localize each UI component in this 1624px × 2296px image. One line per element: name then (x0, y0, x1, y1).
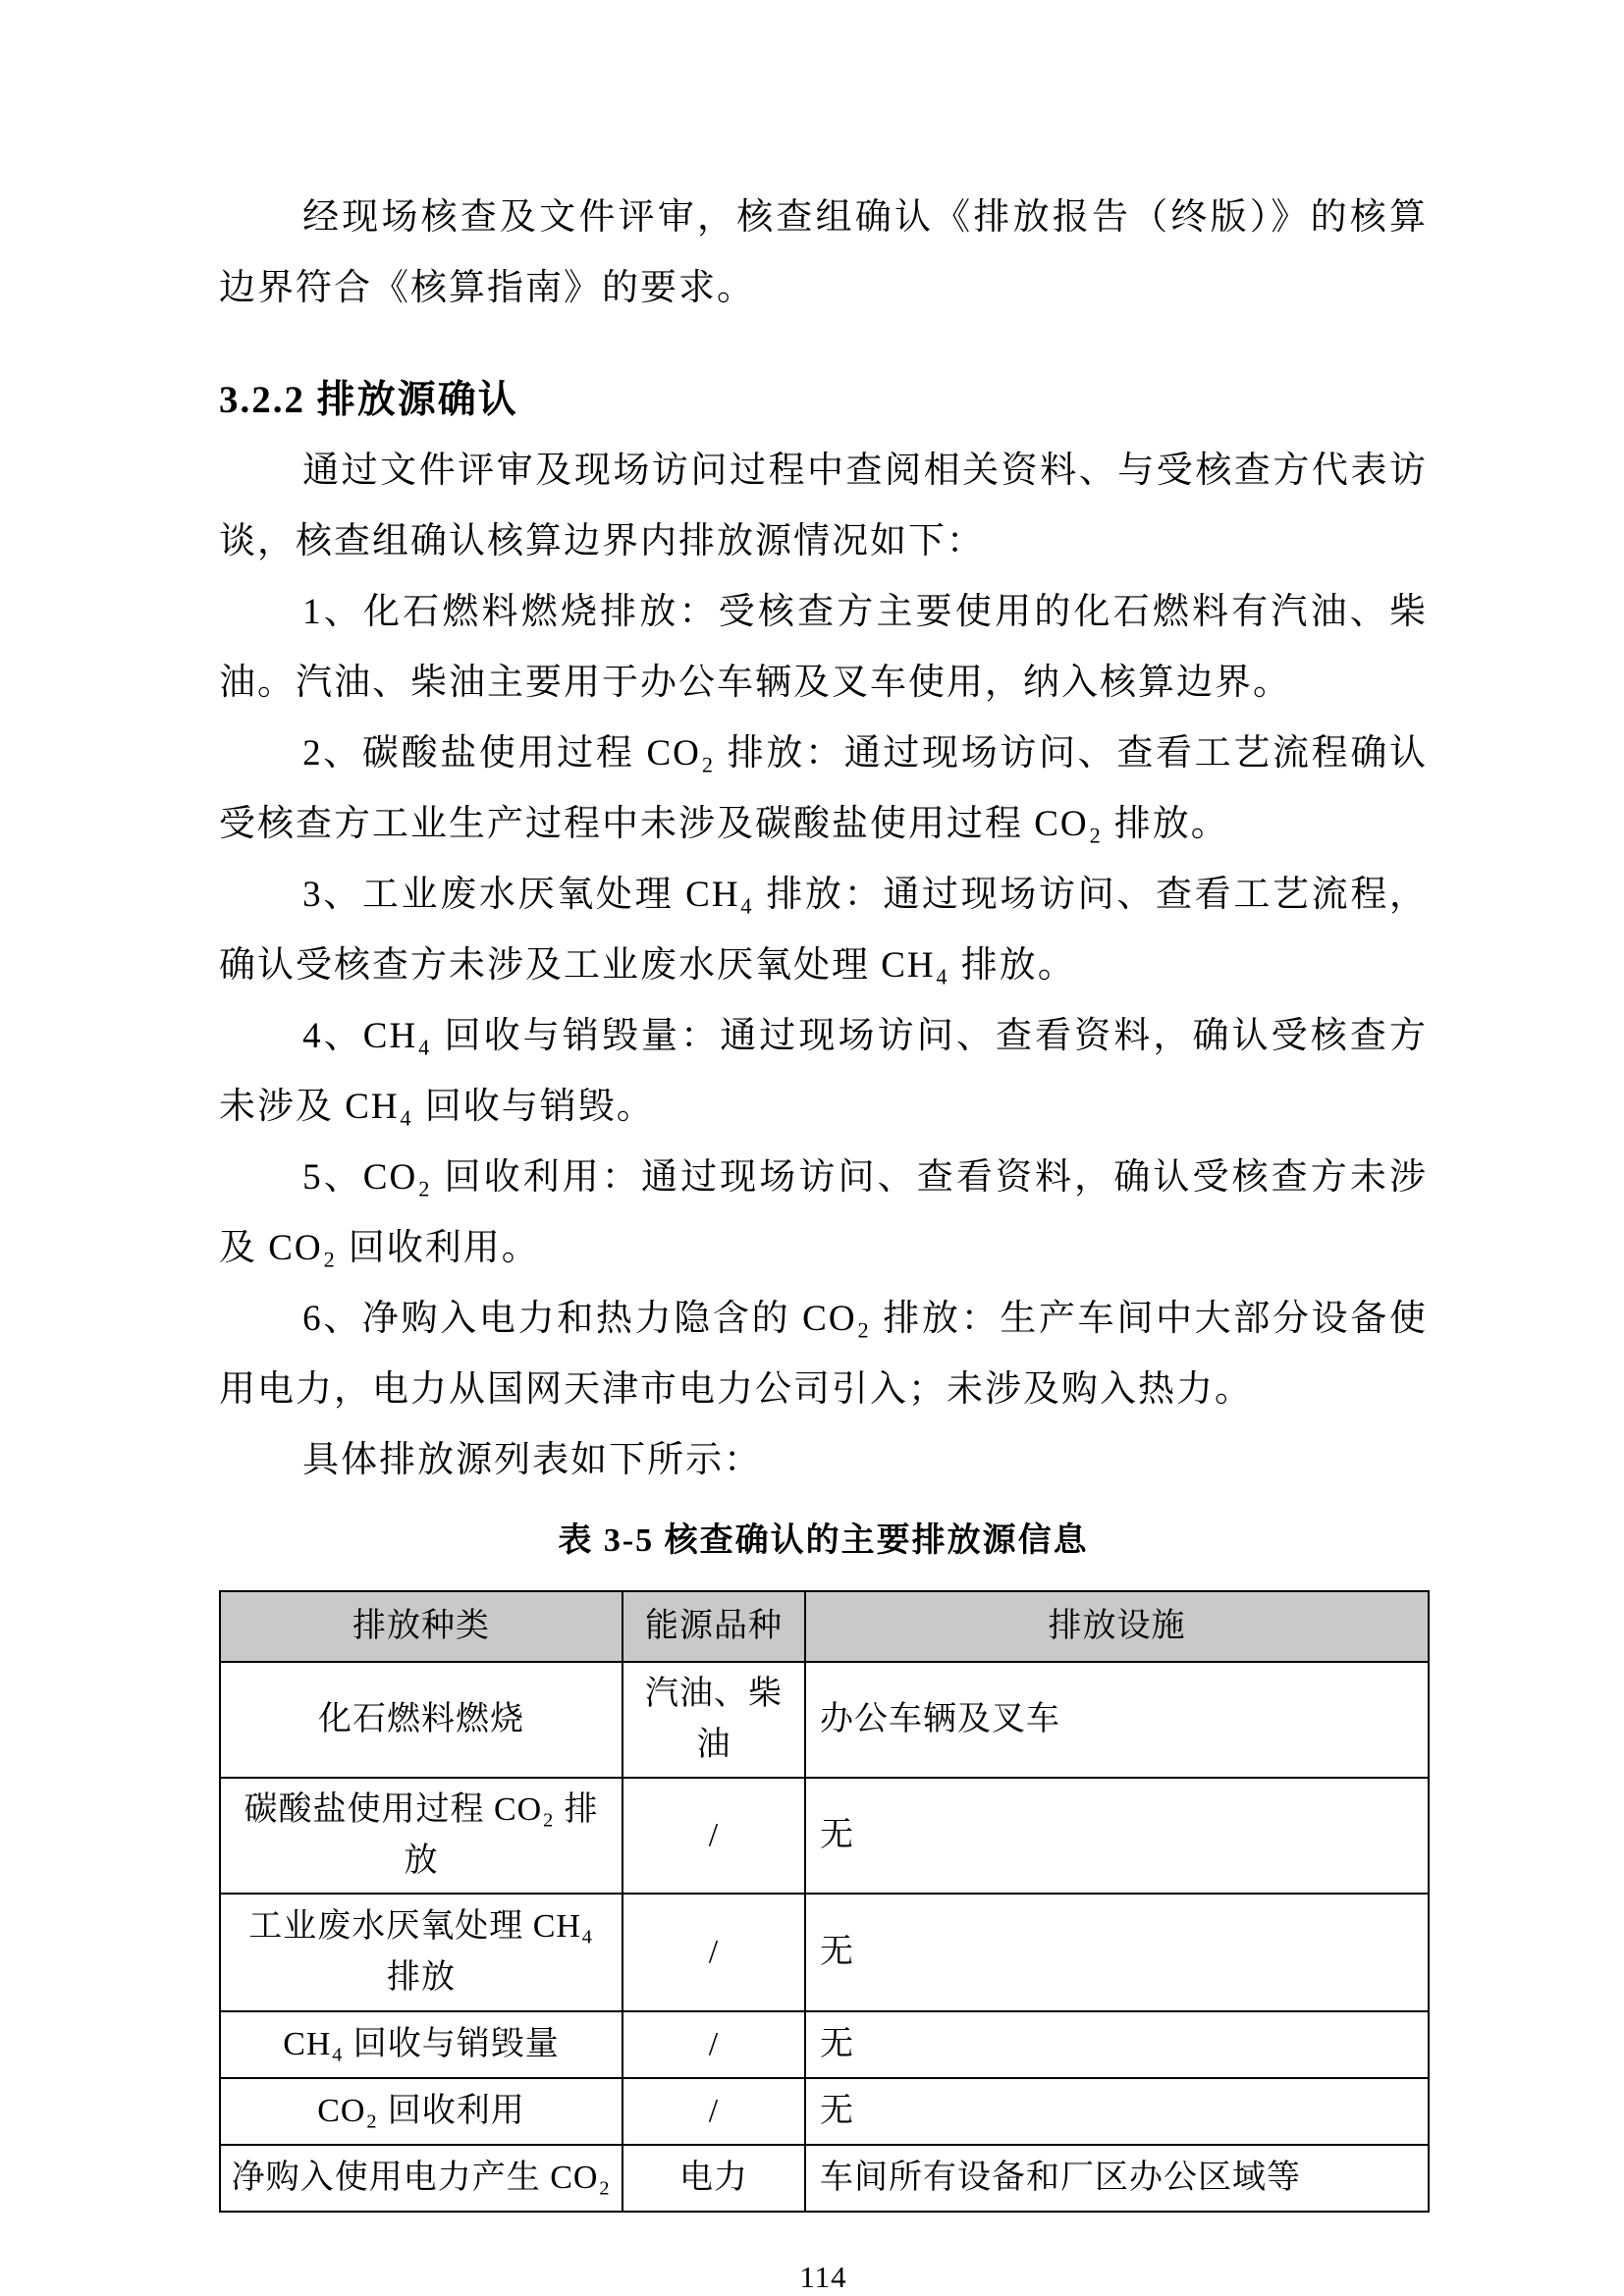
table-caption: 表 3-5 核查确认的主要排放源信息 (558, 1522, 1089, 1559)
table-cell: 电力 (623, 2145, 805, 2212)
table-row (220, 2145, 1429, 2212)
table-cell: / (623, 2011, 805, 2078)
table-cell: / (623, 2078, 805, 2145)
paragraph-item-6: 6、净购入电力和热力隐含的 CO₂ 排放：生产车间中大部分设备使用电力，电力从国网天津市电力公司引入；未涉及购入热力。 (219, 1299, 1428, 1410)
table-row (220, 1894, 1429, 2011)
table-cell: 工业废水厌氧处理 CH₄ 排放 (220, 1894, 623, 2011)
table-cell: 车间所有设备和厂区办公区域等 (805, 2145, 1429, 2212)
table-header-cell-emission-type: 排放种类 (220, 1591, 623, 1662)
table-cell: / (623, 1778, 805, 1894)
table-cell: CH₄ 回收与销毁量 (220, 2011, 623, 2078)
section-heading-3-2-2: 3.2.2 排放源确认 (219, 379, 518, 421)
table-cell: 净购入使用电力产生 CO₂ (220, 2145, 623, 2212)
table-cell: 无 (805, 2078, 1429, 2145)
page-number: 114 (799, 2260, 847, 2294)
paragraph-item-3: 3、工业废水厌氧处理 CH₄ 排放：通过现场访问、查看工艺流程，确认受核查方未涉及工业废水厌氧处理 CH₄ 排放。 (219, 875, 1428, 986)
table-cell: 碳酸盐使用过程 CO₂ 排放 (220, 1778, 623, 1894)
table-cell: / (623, 1894, 805, 2011)
paragraph-item-2: 2、碳酸盐使用过程 CO₂ 排放：通过现场访问、查看工艺流程确认受核查方工业生产过程中未涉及碳酸盐使用过程 CO₂ 排放。 (219, 733, 1428, 844)
table-row (220, 2078, 1429, 2145)
paragraph-item-4: 4、CH₄ 回收与销毁量：通过现场访问、查看资料，确认受核查方未涉及 CH₄ 回收与销毁。 (219, 1016, 1428, 1127)
table-cell: 化石燃料燃烧 (220, 1662, 623, 1778)
table-header-row (220, 1591, 1429, 1662)
table-cell: 无 (805, 2011, 1429, 2078)
table-cell: 汽油、柴油 (623, 1662, 805, 1778)
table-cell: 无 (805, 1894, 1429, 2011)
paragraph-table-lead-in: 具体排放源列表如下所示： (302, 1440, 763, 1480)
paragraph-item-5: 5、CO₂ 回收利用：通过现场访问、查看资料，确认受核查方未涉及 CO₂ 回收利用。 (219, 1157, 1428, 1268)
table-row (220, 1778, 1429, 1894)
table-row (220, 2011, 1429, 2078)
emission-sources-table (219, 1590, 1430, 2213)
table-header-cell-energy-type: 能源品种 (623, 1591, 805, 1662)
paragraph-item-1: 1、化石燃料燃烧排放：受核查方主要使用的化石燃料有汽油、柴油。汽油、柴油主要用于办公车辆及叉车使用，纳入核算边界。 (219, 592, 1428, 703)
intro-paragraph: 经现场核查及文件评审，核查组确认《排放报告（终版）》的核算边界符合《核算指南》的要求。 (219, 197, 1428, 308)
table-row (220, 1662, 1429, 1778)
paragraph-overview: 通过文件评审及现场访问过程中查阅相关资料、与受核查方代表访谈，核查组确认核算边界内排放源情况如下： (219, 451, 1428, 561)
table-cell: CO₂ 回收利用 (220, 2078, 623, 2145)
table-cell: 办公车辆及叉车 (805, 1662, 1429, 1778)
table-header-cell-facility: 排放设施 (805, 1591, 1429, 1662)
table-cell: 无 (805, 1778, 1429, 1894)
